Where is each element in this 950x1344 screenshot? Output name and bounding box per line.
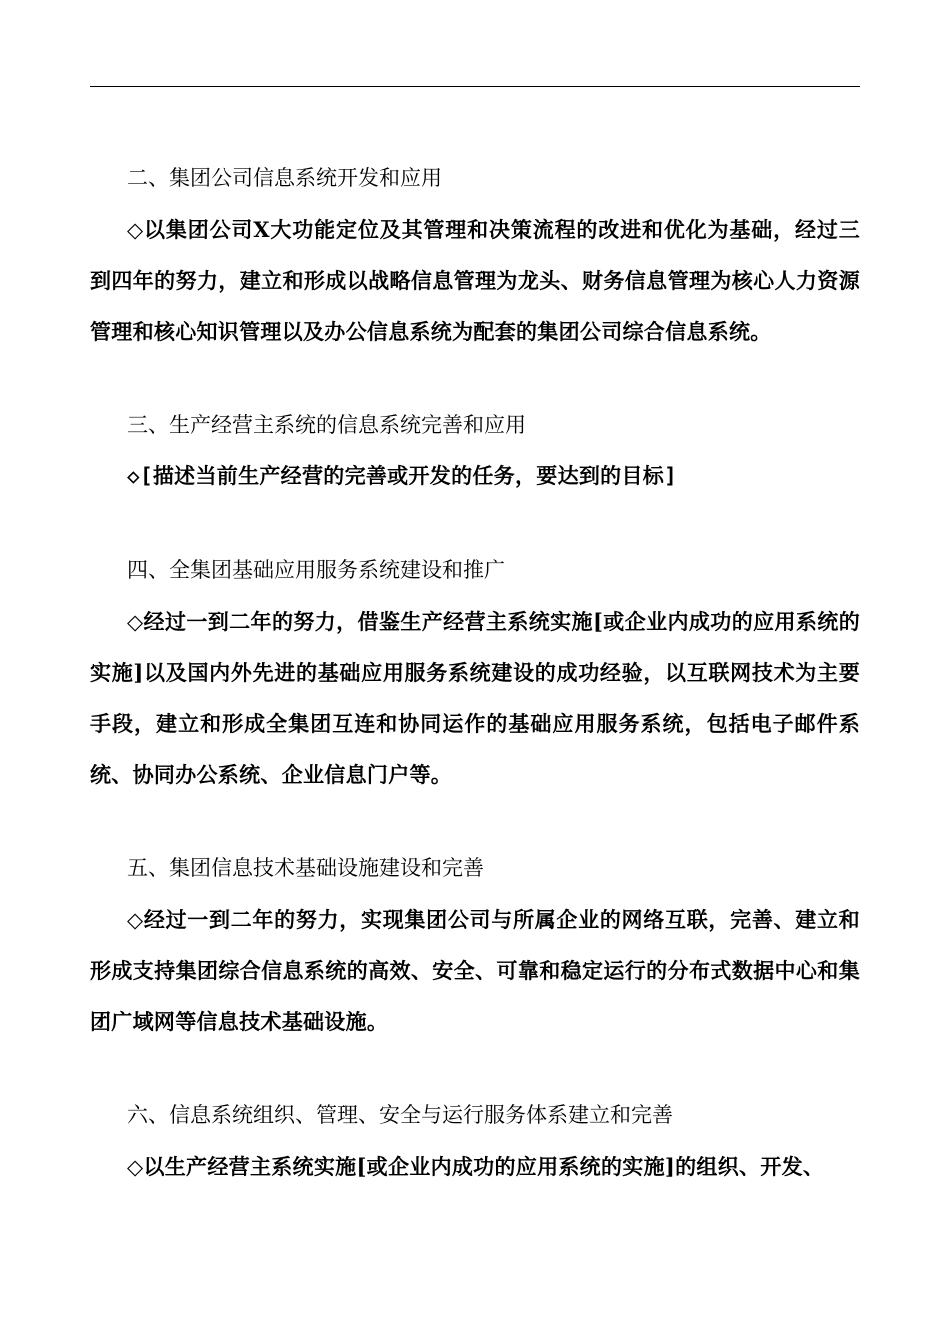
section-paragraph: ◇以集团公司X大功能定位及其管理和决策流程的改进和优化为基础，经过三到四年的努力，建立和形成以战略信息管理为龙头、财务信息管理为核心人力资源管理和核心知识管理以及办公信息系统为配套的集团公司综合信息系统。	[90, 217, 860, 344]
section-paragraph: ◇[描述当前生产经营的完善或开发的任务，要达到的目标]	[127, 464, 678, 488]
section-paragraph: ◇以生产经营主系统实施[或企业内成功的应用系统的实施]的组织、开发、	[127, 1154, 825, 1179]
section-heading: 二、集团公司信息系统开发和应用	[127, 166, 442, 190]
section-heading: 六、信息系统组织、管理、安全与运行服务体系建立和完善	[127, 1103, 673, 1127]
header-rule	[90, 86, 860, 87]
section-heading: 五、集团信息技术基础设施建设和完善	[127, 856, 484, 880]
section-paragraph: ◇经过一到二年的努力，实现集团公司与所属企业的网络互联，完善、建立和形成支持集团综合信息系统的高效、安全、可靠和稳定运行的分布式数据中心和集团广域网等信息技术基础设施。	[90, 907, 860, 1034]
document-body	[90, 153, 860, 1235]
section-paragraph: ◇经过一到二年的努力，借鉴生产经营主系统实施[或企业内成功的应用系统的实施]以及国内外先进的基础应用服务系统建设的成功经验，以互联网技术为主要手段，建立和形成全集团互连和协同运作的基础应用服务系统，包括电子邮件系统、协同办公系统、企业信息门户等。	[90, 609, 860, 787]
section-6	[90, 1090, 860, 1192]
section-heading: 四、全集团基础应用服务系统建设和推广	[127, 558, 505, 582]
section-5	[90, 843, 860, 1047]
section-4	[90, 545, 860, 800]
section-3	[90, 400, 860, 502]
section-2	[90, 153, 860, 357]
section-heading: 三、生产经营主系统的信息系统完善和应用	[127, 413, 526, 437]
